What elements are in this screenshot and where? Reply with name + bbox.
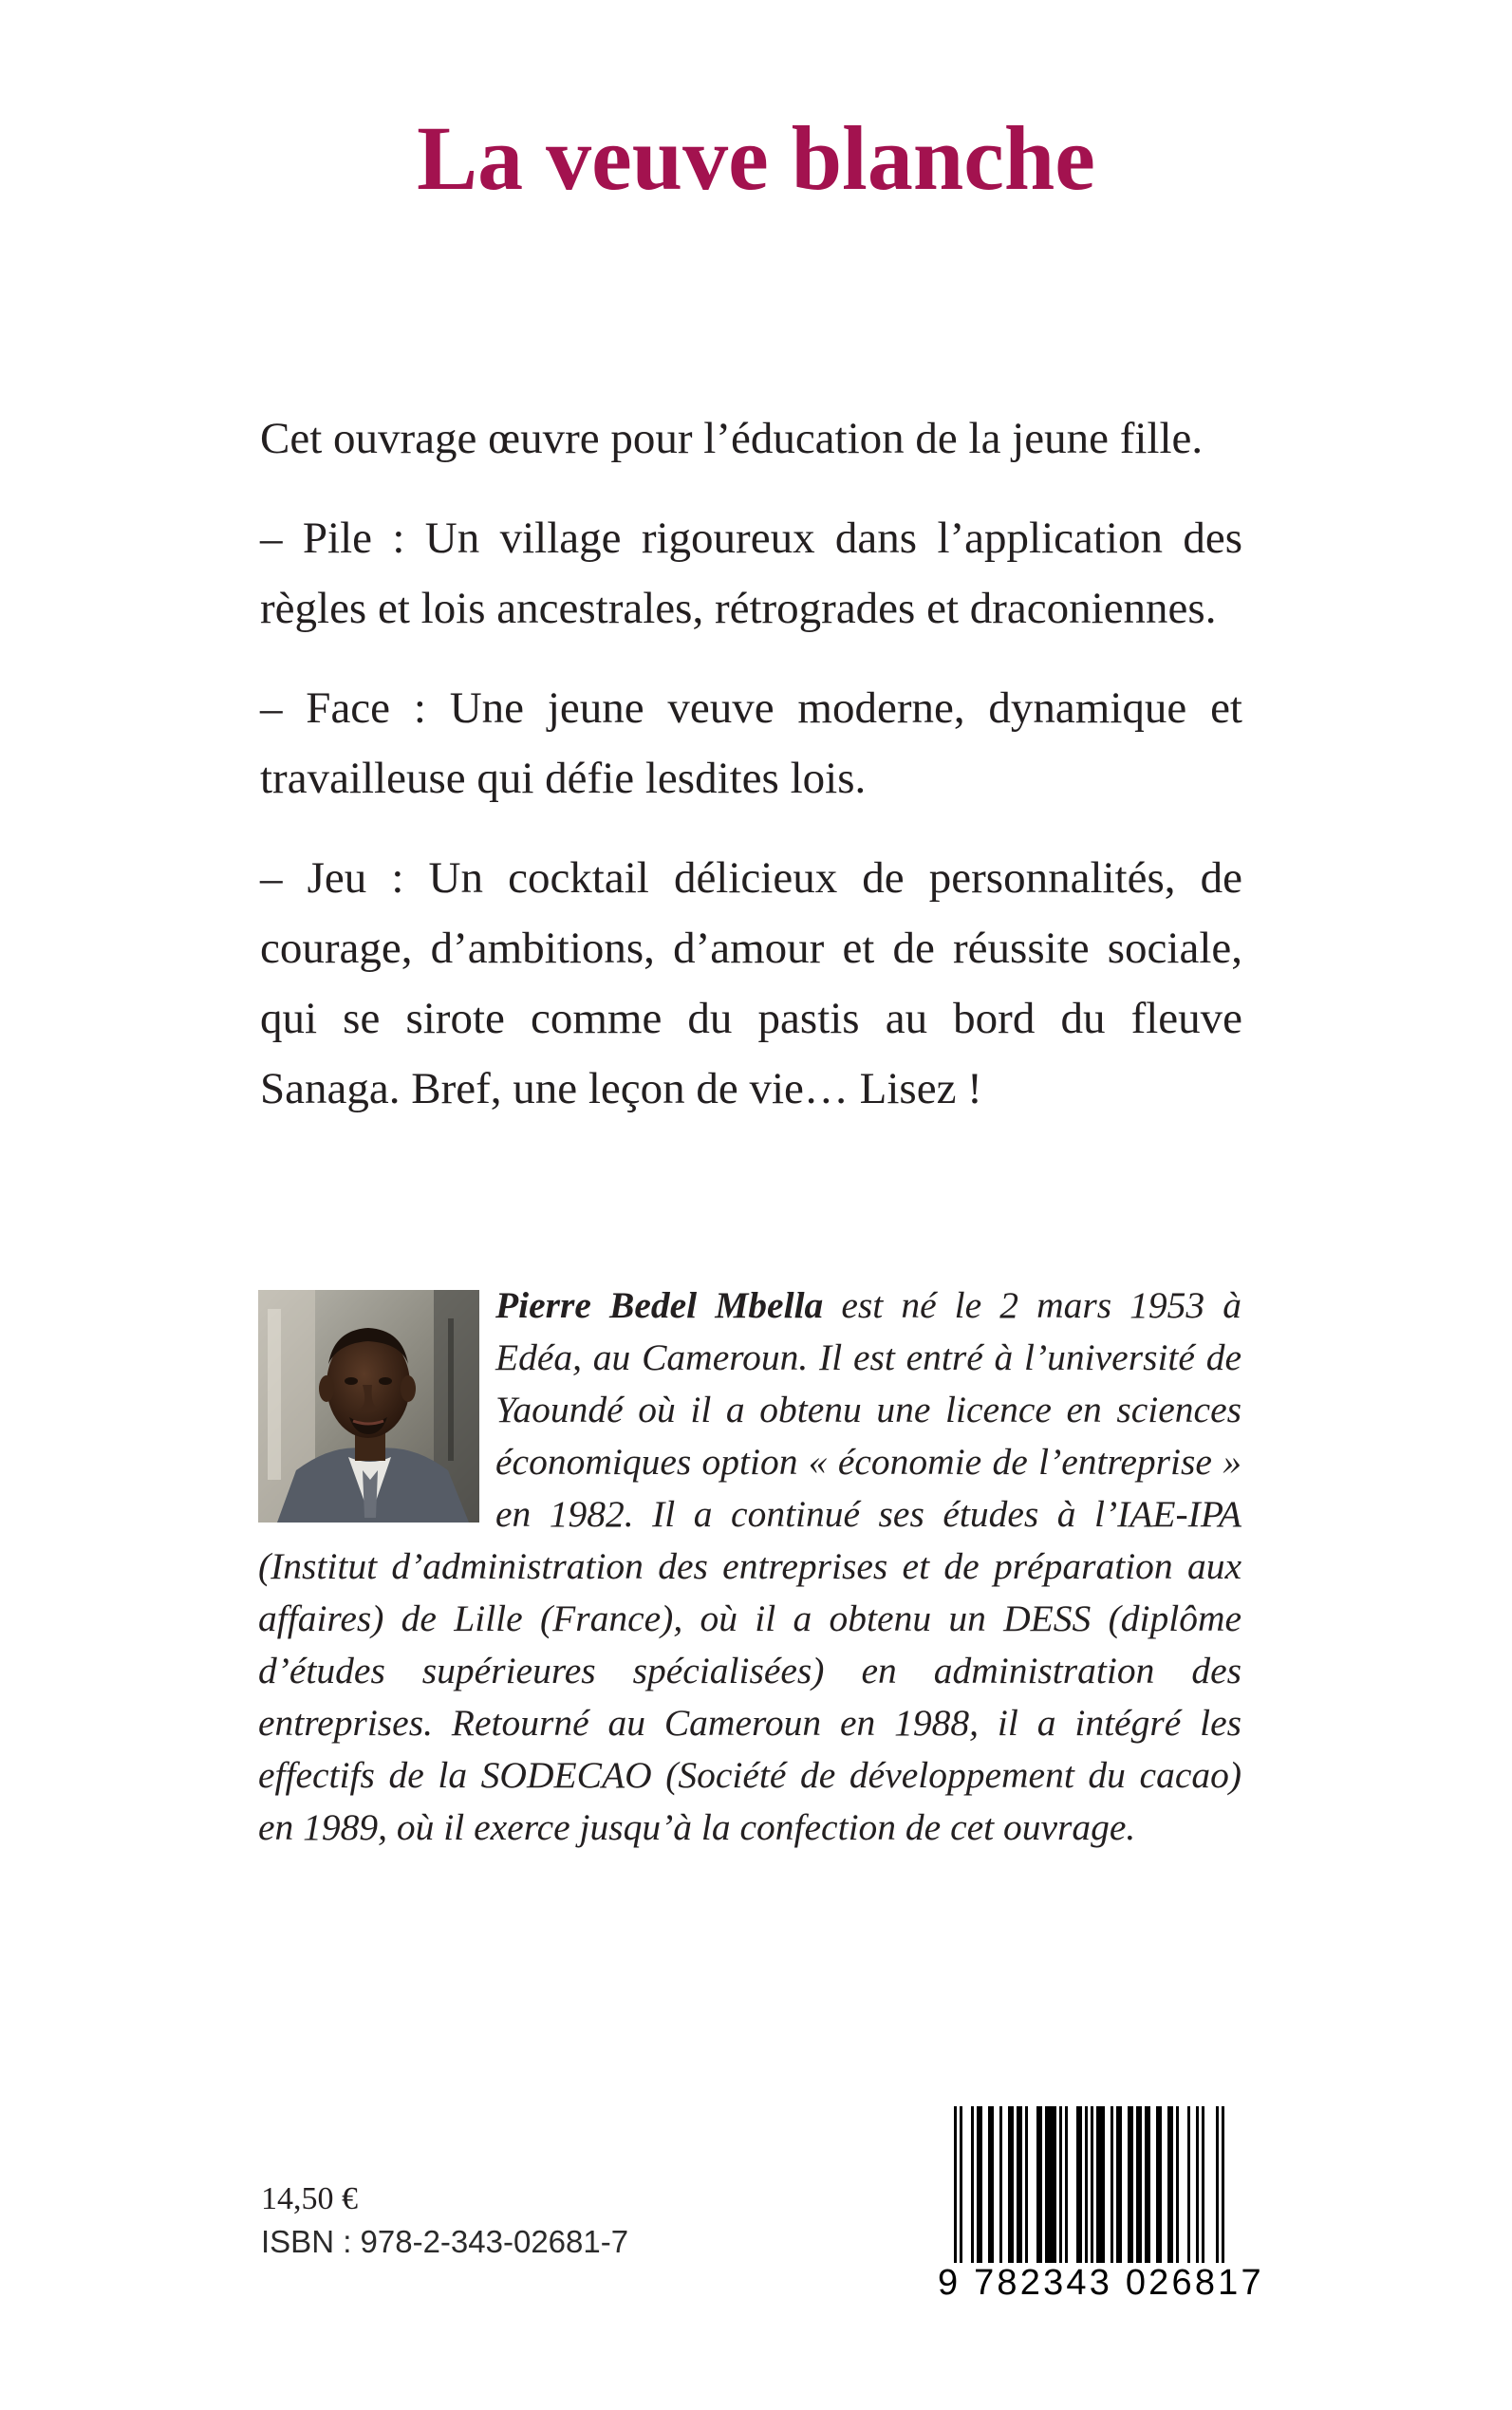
barcode-bar xyxy=(1128,2106,1130,2266)
barcode-bar xyxy=(1145,2106,1148,2266)
author-bio-text: est né le 2 mars 1953 à Edéa, au Cameroun. Il est entré à l’université de Yaoundé où il a obtenu une licence en sciences économiques option « économie de l’entreprise » en 1982. Il a continué ses études à l’IAE-IPA (Institut d’administration des entreprises et de préparation aux affaires) de Lille (France), où il a obtenu un DESS (diplôme d’études supérieures spécialisées) en administration des entreprises. Retourné au Cameroun en 1988, il a intégré les effectifs de la SODECAO (Société de développement du cacao) en 1989, où il exerce jusqu’à la confection de cet ouvrage. xyxy=(258,1284,1241,1848)
barcode-digits: 9 782343 026817 xyxy=(938,2263,1264,2303)
barcode-bar xyxy=(1039,2106,1042,2266)
barcode-bar xyxy=(1076,2106,1079,2266)
barcode-bar xyxy=(1096,2106,1099,2266)
price: 14,50 € xyxy=(261,2181,358,2216)
back-cover-blurb xyxy=(260,403,1242,1153)
barcode-bar xyxy=(1017,2106,1019,2266)
barcode-bar xyxy=(1025,2106,1028,2266)
barcode-bar xyxy=(1079,2106,1082,2266)
barcode-bar xyxy=(988,2106,991,2266)
barcode-bar xyxy=(1167,2106,1170,2266)
barcode-bar xyxy=(980,2106,982,2266)
barcode-bar xyxy=(1045,2106,1048,2266)
barcode-bar xyxy=(1059,2106,1062,2266)
barcode-bar xyxy=(1159,2106,1162,2266)
barcode-bar xyxy=(1196,2106,1199,2266)
barcode-bar xyxy=(1099,2106,1102,2266)
barcode-bar xyxy=(1065,2106,1068,2266)
barcode-bar xyxy=(991,2106,994,2266)
barcode-bar xyxy=(1111,2106,1113,2266)
isbn: ISBN : 978-2-343-02681-7 xyxy=(261,2224,629,2259)
author-photo xyxy=(258,1290,479,1523)
barcode-bar xyxy=(1054,2106,1056,2266)
barcode-bar xyxy=(1008,2106,1011,2266)
barcode-bar xyxy=(1051,2106,1054,2266)
barcode-bar xyxy=(1148,2106,1150,2266)
barcode-bar xyxy=(1036,2106,1039,2266)
blurb-paragraph: – Jeu : Un cocktail délicieux de personnalités, de courage, d’ambitions, d’amour et de réussite sociale, qui se sirote comme du pastis au bord du fleuve Sanaga. Bref, une leçon de vie… Lisez ! xyxy=(260,853,1242,1113)
barcode-bar xyxy=(1156,2106,1159,2266)
barcode-bar xyxy=(1019,2106,1022,2266)
barcode-bar xyxy=(1136,2106,1139,2266)
barcode-bar xyxy=(1011,2106,1014,2266)
blurb-paragraph: Cet ouvrage œuvre pour l’éducation de la jeune fille. xyxy=(260,414,1204,463)
blurb-paragraph: – Pile : Un village rigoureux dans l’application des règles et lois ancestrales, rétrogrades et draconiennes. xyxy=(260,514,1242,633)
barcode-bar xyxy=(1187,2106,1190,2266)
barcode-bar xyxy=(971,2106,974,2266)
barcode-bar xyxy=(1202,2106,1204,2266)
barcode-bar xyxy=(1102,2106,1105,2266)
barcode-bar xyxy=(1116,2106,1119,2266)
barcode-bar xyxy=(1170,2106,1173,2266)
book-title: La veuve blanche xyxy=(417,107,1095,209)
barcode-bar xyxy=(1119,2106,1122,2266)
barcode-bar xyxy=(1139,2106,1142,2266)
barcode-bar xyxy=(1130,2106,1133,2266)
barcode-bar xyxy=(999,2106,1002,2266)
blurb-paragraph: – Face : Une jeune veuve moderne, dynamique et travailleuse qui défie lesdites lois. xyxy=(260,683,1242,803)
author-name: Pierre Bedel Mbella xyxy=(495,1284,824,1326)
barcode-bar xyxy=(1176,2106,1179,2266)
barcode-bar xyxy=(977,2106,980,2266)
barcode-bar xyxy=(1048,2106,1051,2266)
